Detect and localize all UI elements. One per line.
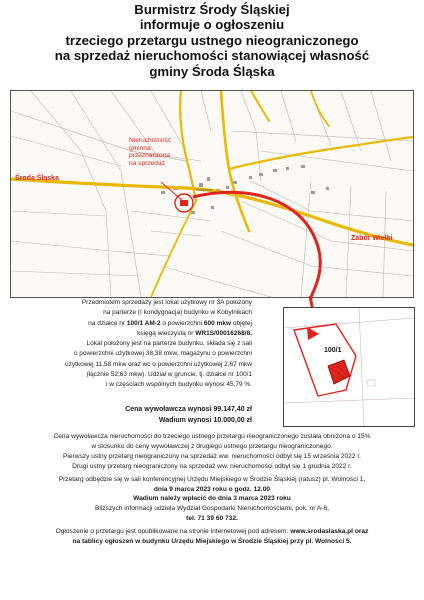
title-line-1: Burmistrz Środy Śląskiej (134, 2, 290, 17)
desc-line: o powierzchni użytkowej 38,38 mkw, magazynu o powierzchni (73, 350, 252, 358)
callout-line-1: Nieruchomość (129, 137, 172, 144)
deposit-amount: Wadium wynosi 10.000,00 zł (158, 417, 252, 424)
title-line-3: trzeciego przetargu ustnego nieograniczonego (65, 32, 359, 48)
location-map (10, 90, 414, 298)
deposit-deadline: Wadium należy wpłacić do dnia 3 marca 2023 roku (133, 495, 291, 503)
info-line: Bliższych informacji udziela Wydział Gospodarki Nieruchomościami, pok. nr A-6, (94, 505, 330, 513)
desc-line: (łącznie 52,63 mkw). Udział w gruncie, tj. działce nr 100/1 (86, 371, 252, 379)
title-line-4: na sprzedaż nieruchomości stanowiącej własność (54, 48, 370, 64)
starting-price: Cena wywoławcza wynosi 99.147,40 zł (125, 406, 252, 413)
auction-details (10, 432, 414, 547)
desc-line: i w częściach wspólnych budynku wynosi 45,79 %. (106, 381, 252, 389)
auction-date: dnia 9 marca 2023 roku o godz. 12.00 (153, 485, 271, 493)
parcel-plan-graphic (284, 308, 414, 426)
callout-line-2: gminna (129, 144, 151, 152)
info-line: Przetarg odbędzie się w sali konferencyjnej Urzędu Miejskiego w Środzie Śląskiej (ratusz) pl. Wolności 1, (58, 475, 366, 483)
desc-line: na działce nr 100/1 AM-2 o powierzchni 600 mkw objętej (88, 319, 252, 327)
announcement-title (0, 2, 424, 79)
info-line: Drugi ustny przetarg nieograniczony na sprzedaż ww. nieruchomości odbył się 1 grudnia 2022 r. (72, 462, 352, 470)
desc-line: na parterze (I kondygnacja) budynku w Kobylnikach (103, 309, 252, 317)
property-callout (129, 137, 171, 167)
website-link[interactable]: www.srodaslaska.pl oraz (290, 528, 369, 536)
map-label-left: Środa Śląska (15, 175, 59, 182)
property-description (14, 298, 252, 391)
map-graphic (11, 91, 413, 297)
parcel-area: 600 mkw (203, 319, 232, 327)
map-label-right: Zabór Wielki (351, 235, 393, 242)
publication-info: Ogłoszenie o przetargu jest opublikowane na stronie internetowej pod adresem: www.srodaslaska.pl oraz (55, 528, 369, 536)
info-line: Cena wywoławcza nieruchomości do trzeciego ustnego przetargu nieograniczonego została obniżona o 15% (53, 433, 371, 440)
desc-line: Lokal położony jest na parterze budynku, składa się z sali (86, 340, 252, 348)
svg-text:Kobylniki: Kobylniki (196, 187, 213, 192)
info-line: w stosunku do ceny wywoławczej z drugiego ustnego przetargu nieograniczonego. (91, 442, 333, 450)
parcel-number: 100/1 (324, 347, 342, 354)
desc-line: Przedmiotem sprzedaży jest lokal użytkowy nr 3A położony (81, 299, 252, 306)
land-register-number: WR1S/00016268/8. (195, 329, 252, 337)
info-line: Pierwszy ustny przetarg nieograniczony na sprzedaż ww. nieruchomości odbył się 15 września 2022 r. (63, 452, 361, 460)
callout-line-4: na sprzedaż (129, 159, 165, 167)
publication-board: na tablicy ogłoszeń w budynku Urzędu Miejskiego w Środzie Śląskiej przy pl. Wolności 5. (72, 538, 352, 546)
callout-line-3: przeznaczona (129, 152, 171, 160)
price-block (14, 404, 252, 426)
title-line-2: informuje o ogłoszeniu (139, 17, 285, 33)
desc-line: użytkowej 11,58 mkw oraz wc o powierzchni użytkowej 2,67 mkw (64, 360, 252, 368)
parcel-plan (283, 307, 415, 427)
desc-line: księgą wieczystą nr WR1S/00016268/8. (137, 329, 252, 337)
parcel-id: 100/1 AM-2 (126, 319, 161, 327)
phone-number: tel. 71 39 60 732. (186, 515, 238, 523)
title-line-5: gminy Środa Śląska (149, 63, 275, 79)
